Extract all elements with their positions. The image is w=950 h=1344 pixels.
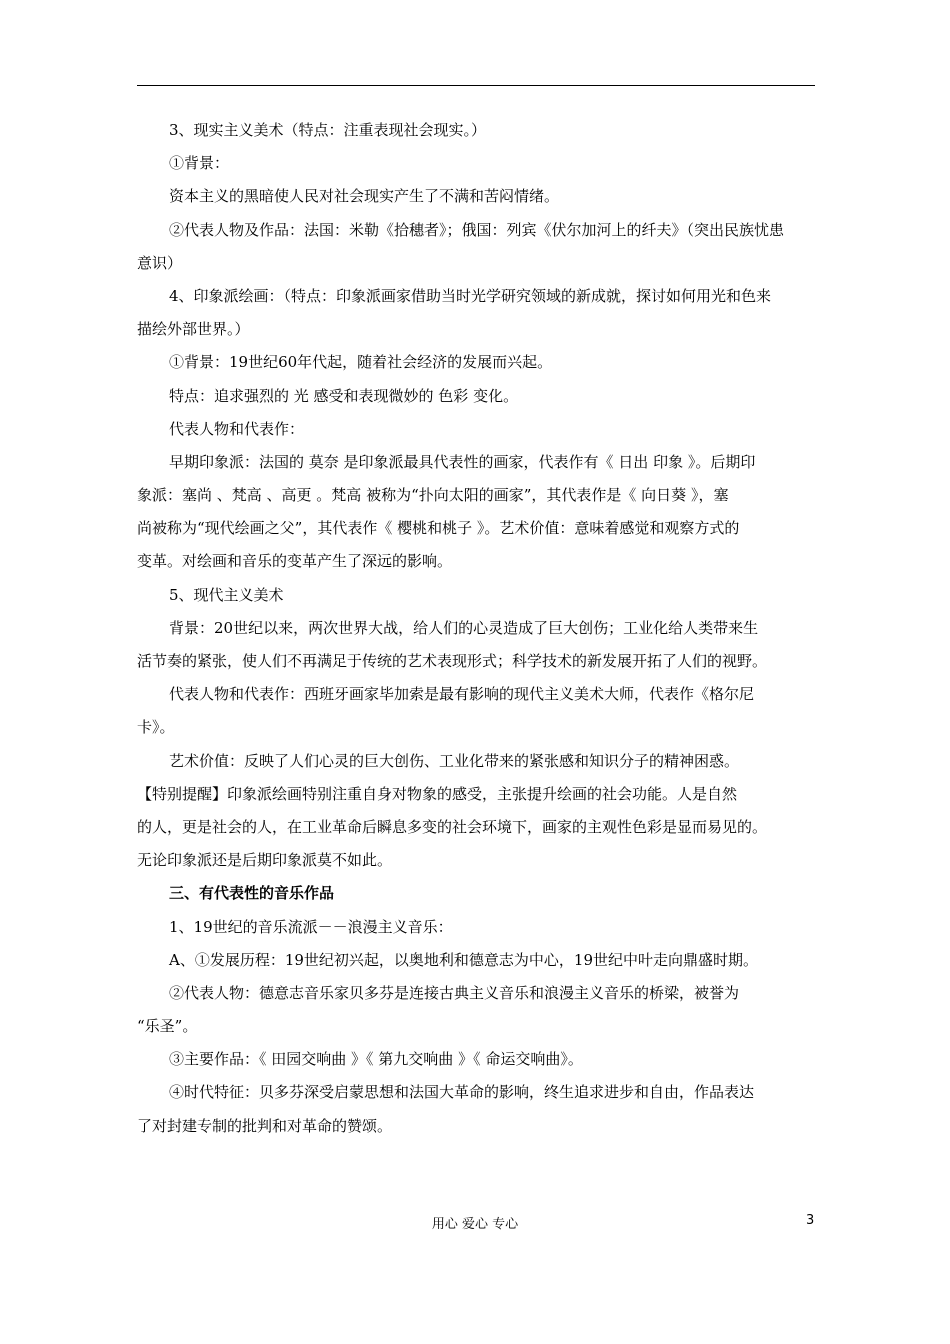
text-line: “乐圣”。 [137,1017,198,1036]
text-line: ①背景： [169,154,230,173]
text-line: ④时代特征：贝多芬深受启蒙思想和法国大革命的影响，终生追求进步和自由，作品表达 [169,1083,755,1102]
text-line: 代表人物和代表作：西班牙画家毕加索是最有影响的现代主义美术大师，代表作《格尔尼 [169,685,755,704]
text-line: ①背景：19世纪60年代起，随着社会经济的发展而兴起。 [169,353,553,372]
text-line: ②代表人物：德意志音乐家贝多芬是连接古典主义音乐和浪漫主义音乐的桥梁，被誉为 [169,983,740,1002]
text-line: 1、19世纪的音乐流派－－浪漫主义音乐： [169,917,453,936]
text-line: ②代表人物及作品：法国：米勒《拾穗者》；俄国：列宾《伏尔加河上的纤夫》（突出民族忧患 [169,220,785,239]
text-line: 无论印象派还是后期印象派莫不如此。 [137,851,393,870]
text-line: ③主要作品：《 田园交响曲 》《 第九交响曲 》《 命运交响曲》。 [169,1050,583,1069]
text-line: 背景：20世纪以来，两次世界大战，给人们的心灵造成了巨大创伤；工业化给人类带来生 [169,618,759,637]
footer-text: 用心 爱心 专心 [431,1217,519,1232]
text-line: 了对封建专制的批判和对革命的赞颂。 [137,1116,393,1135]
text-line: 的人，更是社会的人，在工业革命后瞬息多变的社会环境下，画家的主观性色彩是显而易见的。 [137,817,768,836]
document-body [137,114,815,1143]
text-line: 艺术价值：反映了人们心灵的巨大创伤、工业化带来的紧张感和知识分子的精神困惑。 [169,751,740,770]
text-line: 5、现代主义美术 [169,585,284,604]
page-number: 3 [806,1213,815,1228]
text-line: 【特别提醒】印象派绘画特别注重自身对物象的感受，主张提升绘画的社会功能。人是自然 [137,784,738,803]
text-line: 描绘外部世界。） [137,320,250,339]
text-line: 变革。对绘画和音乐的变革产生了深远的影响。 [137,552,453,571]
text-line: 代表人物和代表作： [169,419,305,438]
text-line: 特点：追求强烈的 光 感受和表现微妙的 色彩 变化。 [169,386,519,405]
text-line: 象派：塞尚 、梵高 、高更 。梵高 被称为“扑向太阳的画家”，其代表作是《 向日葵 》，塞 [137,486,729,505]
text-line: 4、印象派绘画：（特点：印象派画家借助当时光学研究领域的新成就，探讨如何用光和色来 [169,286,772,305]
section-heading: 三、有代表性的音乐作品 [169,884,335,903]
text-line: 意识） [137,253,183,272]
text-line: 卡》。 [137,718,175,737]
text-line: 尚被称为“现代绘画之父”，其代表作《 樱桃和桃子 》。艺术价值：意味着感觉和观察方式的 [137,519,740,538]
text-line: 早期印象派：法国的 莫奈 是印象派最具代表性的画家，代表作有《 日出 印象 》。后期印 [169,452,756,471]
text-line: 3、现实主义美术（特点：注重表现社会现实。） [169,121,487,139]
text-line: 活节奏的紧张，使人们不再满足于传统的艺术表现形式；科学技术的新发展开拓了人们的视野。 [137,652,768,670]
text-line: A、①发展历程：19世纪初兴起，以奥地利和德意志为中心，19世纪中叶走向鼎盛时期。 [169,950,759,969]
header-rule [137,85,815,86]
text-line: 资本主义的黑暗使人民对社会现实产生了不满和苦闷情绪。 [169,187,560,206]
